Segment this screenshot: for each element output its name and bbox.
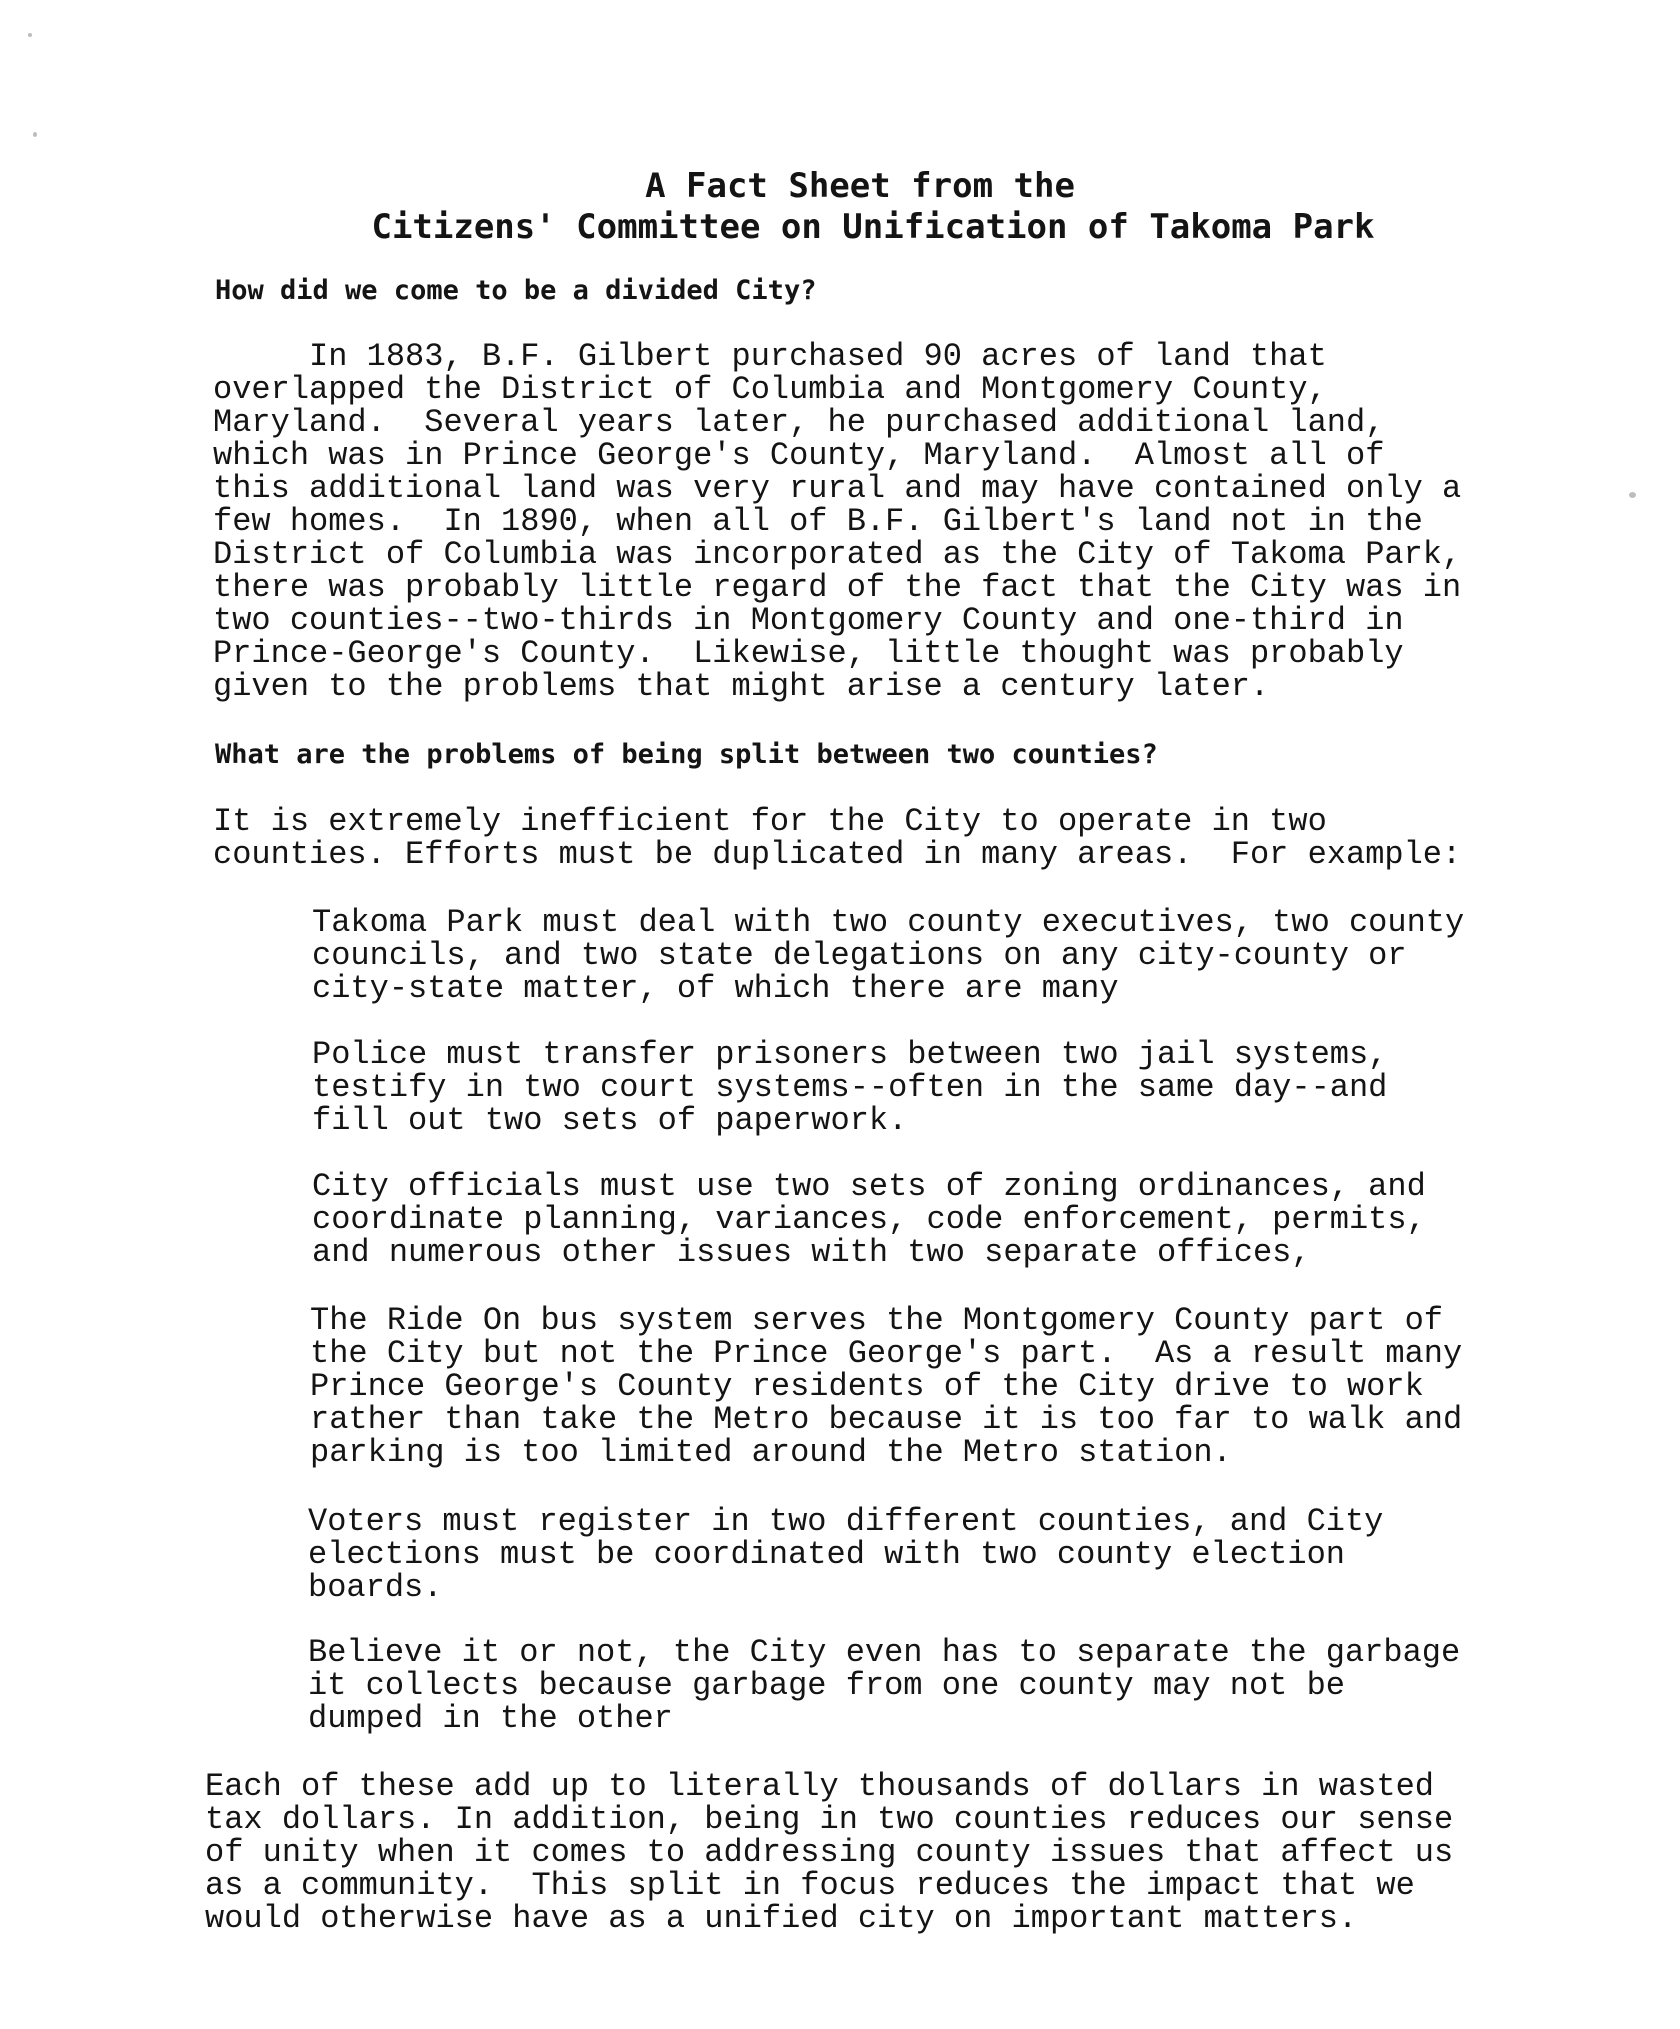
scan-speck	[1629, 492, 1636, 498]
problems-intro-paragraph: It is extremely inefficient for the City to operate in two counties. Efforts must be duplicated in many areas. For example:	[213, 803, 1462, 873]
closing-paragraph: Each of these add up to literally thousands of dollars in wasted tax dollars. In addition, being in two counties reduces our sense of unity when it comes to addressing county issues that affect us as a community. This split in focus reduces the impact that we would otherwise have as a unified city on important matters.	[205, 1768, 1454, 1937]
section-heading-divided-city: How did we come to be a divided City?	[215, 275, 817, 306]
scan-speck	[33, 132, 37, 137]
section-heading-problems: What are the problems of being split between two counties?	[215, 739, 1158, 770]
scan-speck	[28, 33, 32, 37]
problem-item-zoning: City officials must use two sets of zoning ordinances, and coordinate planning, variances, code enforcement, permits, and numerous other issues with two separate offices,	[312, 1168, 1426, 1271]
problem-item-ride-on-bus: The Ride On bus system serves the Montgomery County part of the City but not the Prince George's part. As a result many Prince George's County residents of the City drive to work rather than take the Metro because it is too far to walk and parking is too limited around the Metro station.	[310, 1302, 1463, 1471]
problem-item-police: Police must transfer prisoners between two jail systems, testify in two court systems--often in the same day--and fill out two sets of paperwork.	[312, 1036, 1388, 1139]
problem-item-voters: Voters must register in two different counties, and City elections must be coordinated with two county election boards.	[308, 1503, 1384, 1606]
history-paragraph: In 1883, B.F. Gilbert purchased 90 acres of land that overlapped the District of Columbia and Montgomery County, Maryland. Several years later, he purchased additional land, which was in Prince George's County, Maryland. Almost all of this additional land was very rural and may have contained only a few homes. In 1890, when all of B.F. Gilbert's land not in the District of Columbia was incorporated as the City of Takoma Park, there was probably little regard of the fact that the City was in two counties--two-thirds in Montgomery County and one-third in Prince-George's County. Likewise, little thought was probably given to the problems that might arise a century later.	[213, 338, 1462, 705]
document-title-line-2: Citizens' Committee on Unification of Takoma Park	[371, 207, 1375, 247]
document-title-line-1: A Fact Sheet from the	[645, 166, 1075, 206]
problem-item-county-executives: Takoma Park must deal with two county executives, two county councils, and two state delegations on any city-county or city-state matter, of which there are many	[312, 904, 1465, 1007]
problem-item-garbage: Believe it or not, the City even has to separate the garbage it collects because garbage from one county may not be dumped in the other	[308, 1634, 1461, 1737]
